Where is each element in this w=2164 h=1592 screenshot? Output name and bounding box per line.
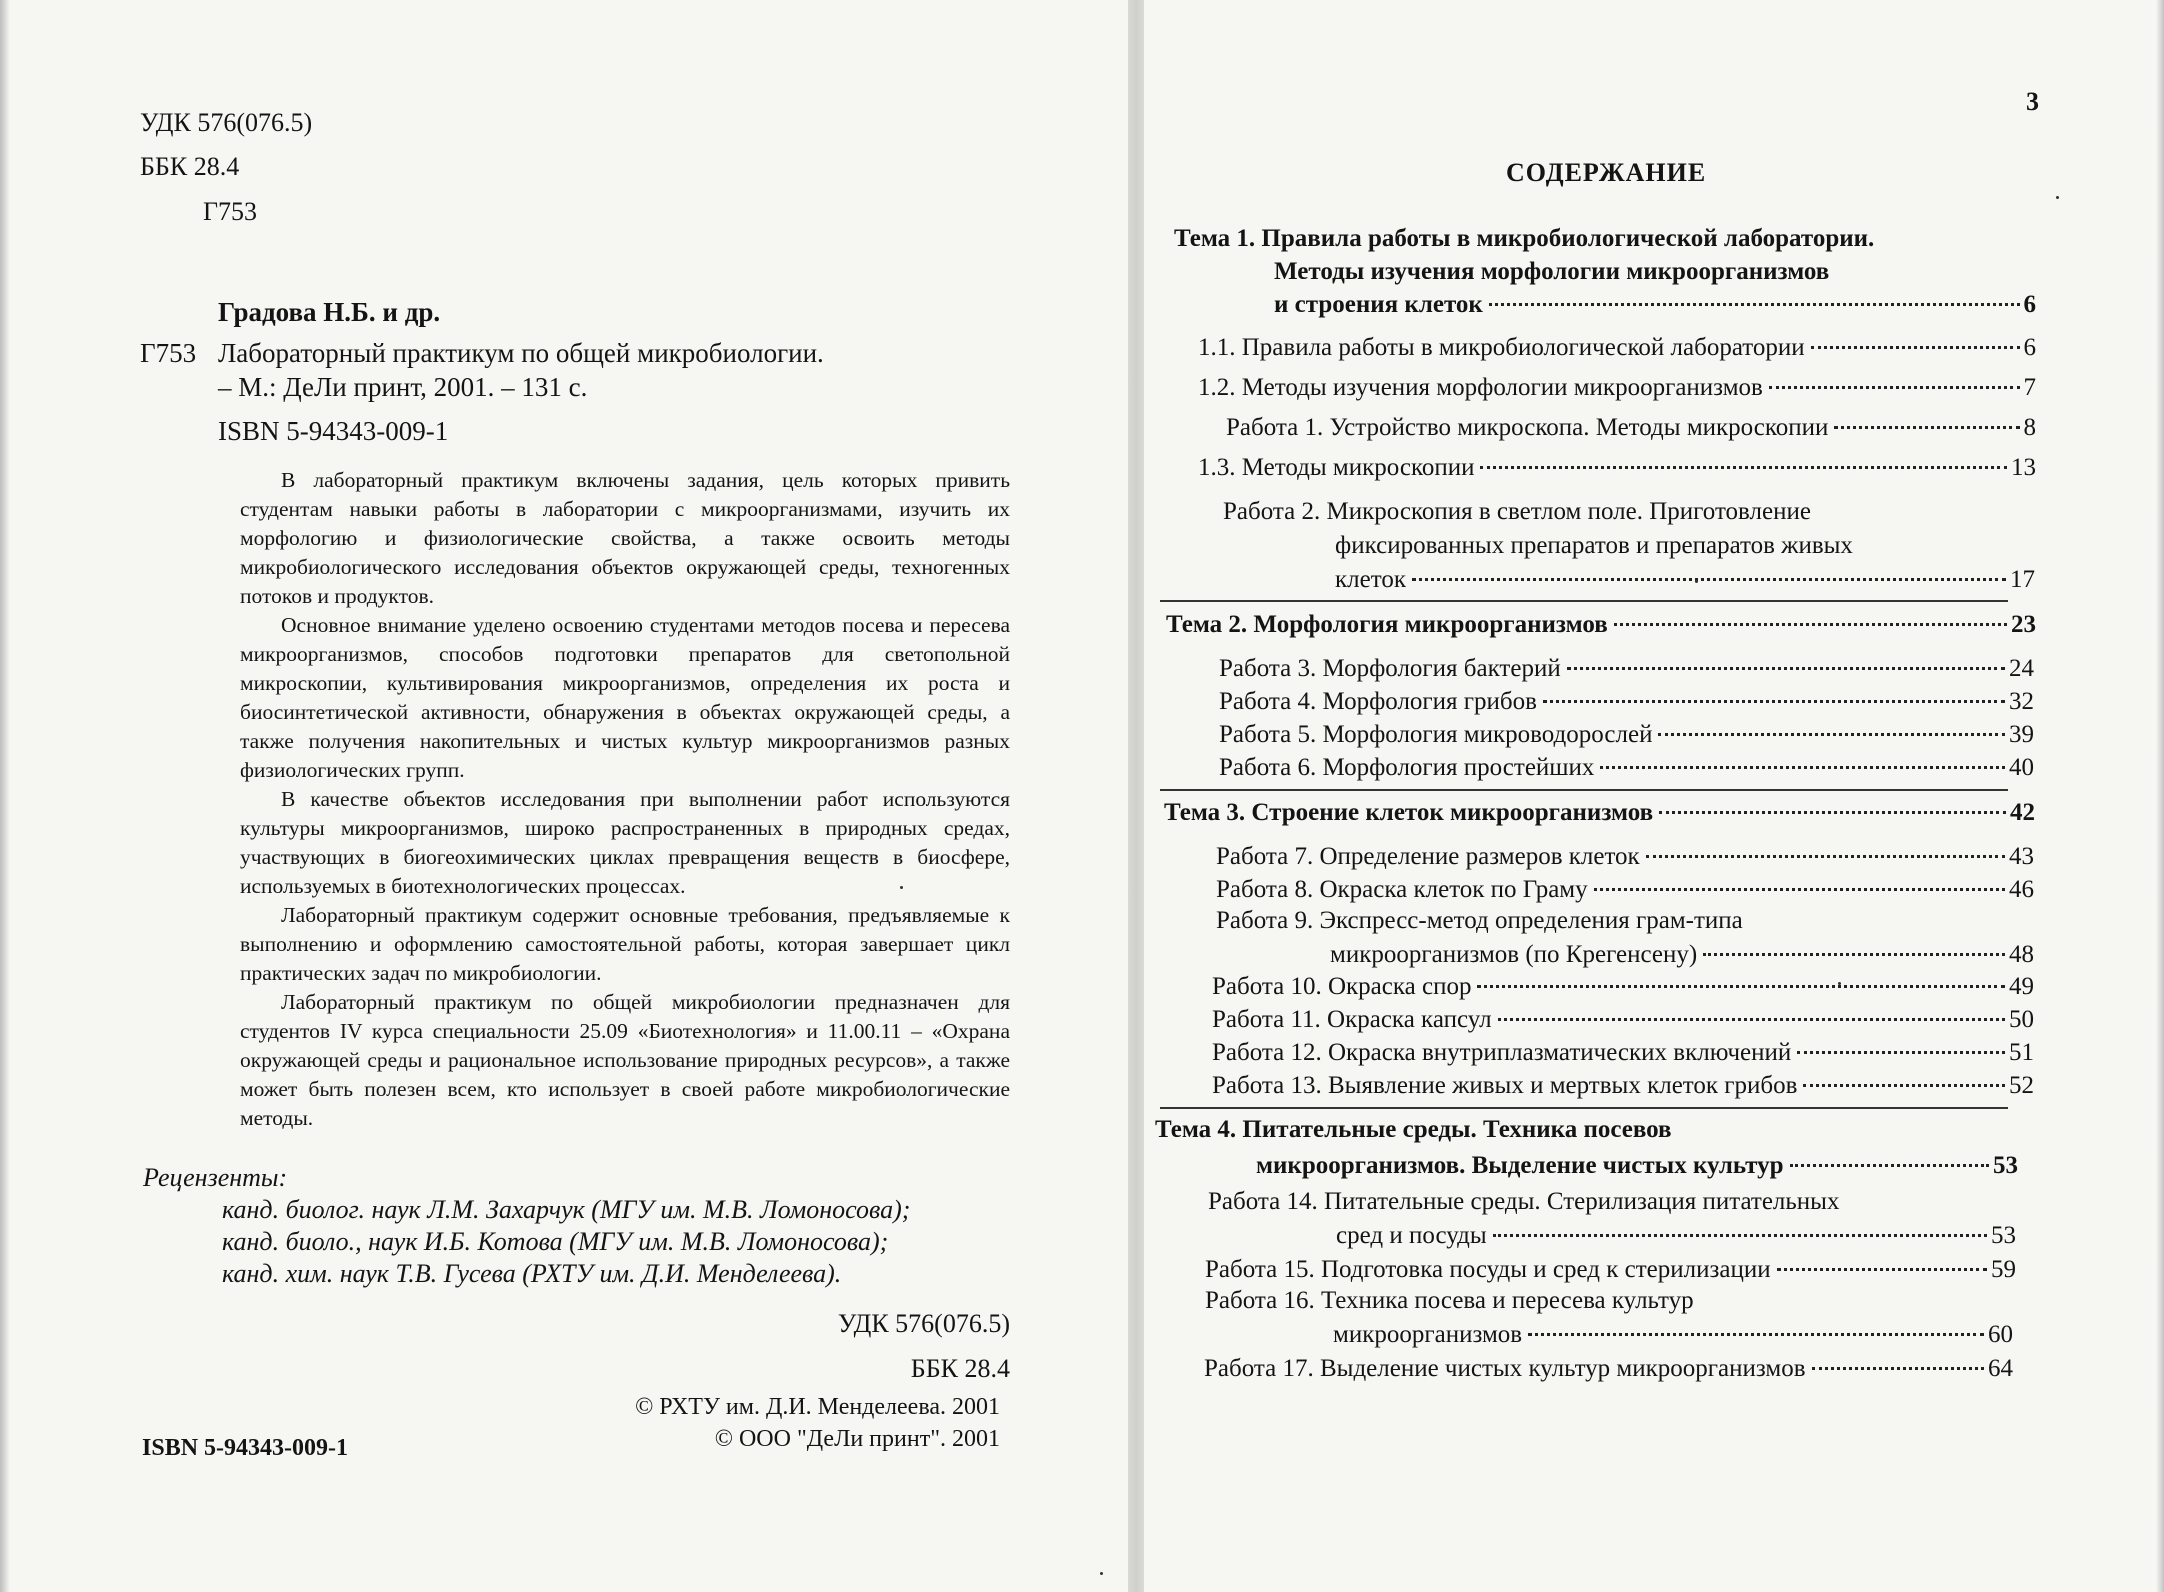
toc-page: 6 [2023,334,2036,361]
toc-work-5 [1219,721,2034,749]
toc-topic-1-line-3: и строения клеток [1274,291,1483,318]
dot-leader [1703,953,2005,956]
toc-title: СОДЕРЖАНИЕ [1506,158,1707,187]
dot-leader [1803,1084,2005,1087]
scan-speck [2056,196,2059,199]
dot-leader [1658,733,2005,736]
bbk-code: ББК 28.4 [140,152,240,181]
toc-work-13 [1212,1072,2034,1100]
toc-work-11 [1212,1006,2034,1034]
annotation-paragraph: Основное внимание уделено освоению студентами методов посева и пересева микроорганизмов, способов подготовки препаратов для светопольной микроскопии, культивирования микроорганизмов, определения их роста и биосинтетической активности, обнаружения в объектах окружающей среды, а также получения накопительных и чистых культур микроорганизмов разных физиологических групп. [240,613,1010,782]
dot-leader [1797,1051,2005,1054]
toc-section-1-1 [1198,334,2036,362]
bbk-repeat: ББК 28.4 [910,1354,1010,1383]
toc-page: 24 [2009,655,2034,682]
toc-label: Работа 10. Окраска спор [1212,973,1472,1000]
toc-work-8 [1216,876,2034,904]
toc-page: 17 [2010,566,2035,593]
toc-work-2-line-3: клеток [1335,566,1406,593]
dot-leader [1543,700,2005,703]
toc-label: Работа 12. Окраска внутриплазматических включений [1212,1039,1792,1066]
toc-work-7 [1216,843,2034,871]
toc-page: 43 [2009,843,2034,870]
toc-topic-1-line-2: Методы изучения морфологии микроорганизмов [1274,258,1830,285]
dot-leader [1528,1333,1984,1336]
publisher-entry: – М.: ДеЛи принт, 2001. – 131 с. [218,372,588,402]
scan-speck [1695,580,1698,583]
dot-leader [1567,667,2005,670]
toc-section-1-3 [1198,454,2036,482]
toc-page: 49 [2009,973,2034,1000]
entry-code: Г753 [140,338,197,368]
toc-label: Работа 1. Устройство микроскопа. Методы микроскопии [1226,414,1829,441]
reviewer-line: канд. биоло., наук И.Б. Котова (МГУ им. М.В. Ломоносова); [222,1227,889,1256]
toc-page: 13 [2011,454,2036,481]
udk-repeat: УДК 576(076.5) [837,1309,1010,1338]
toc-label: Работа 11. Окраска капсул [1212,1006,1492,1033]
dot-leader [1777,1268,1987,1271]
toc-topic-1 [1274,291,2036,319]
dot-leader [1489,303,2020,306]
dot-leader [1811,346,2020,349]
toc-label: Работа 4. Морфология грибов [1219,688,1537,715]
toc-label: 1.2. Методы изучения морфологии микроорганизмов [1198,374,1763,401]
toc-page: 32 [2009,688,2034,715]
toc-label: Работа 17. Выделение чистых культур микроорганизмов [1204,1355,1806,1382]
toc-page: 42 [2010,799,2035,826]
scan-speck [900,886,903,889]
toc-section-1-2 [1198,374,2036,402]
toc-work-4 [1219,688,2034,716]
scan-speck [1838,982,1841,985]
dot-leader [1614,623,2007,626]
toc-label: Работа 15. Подготовка посуды и сред к стерилизации [1205,1256,1771,1283]
toc-work-9-line-1: Работа 9. Экспресс-метод определения грам-типа [1216,907,1743,934]
dot-leader [1412,578,2006,581]
toc-page: 53 [1993,1152,2018,1179]
toc-work-6 [1219,754,2034,782]
toc-topic-2 [1166,611,2036,639]
separator-rule [1160,600,2008,602]
toc-topic-4-line-1: Тема 4. Питательные среды. Техника посевов [1155,1116,1672,1143]
toc-topic-4-line-2: микроорганизмов. Выделение чистых культур [1256,1152,1784,1179]
toc-page: 8 [2023,414,2036,441]
toc-work-16-line-2: микроорганизмов [1333,1321,1523,1348]
reviewers-heading: Рецензенты: [143,1163,288,1192]
toc-page: 51 [2009,1039,2034,1066]
toc-topic-4 [1256,1152,2018,1180]
dot-leader [1600,766,2005,769]
index-code: Г753 [203,197,258,226]
toc-work-2 [1335,566,2035,594]
toc-page: 64 [1988,1355,2013,1382]
toc-topic-1-line-1: Тема 1. Правила работы в микробиологической лаборатории. [1174,225,1875,252]
dot-leader [1480,466,2007,469]
scan-speck [1100,1572,1103,1575]
toc-label: 1.1. Правила работы в микробиологической лаборатории [1198,334,1805,361]
dot-leader [1769,386,2020,389]
annotation-paragraph: Лабораторный практикум по общей микробиологии предназначен для студентов IV курса специальности 25.09 «Биотехнология» и 11.00.11 – «Охрана окружающей среды и рациональное использование природных ресурсов», а также может быть полезен всем, кто использует в своей работе микробиологические методы. [240,990,1010,1130]
toc-label: Работа 6. Морфология простейших [1219,754,1595,781]
toc-page: 48 [2009,941,2034,968]
dot-leader [1834,426,2019,429]
right-page-edge [2156,0,2164,1592]
toc-work-16-line-1: Работа 16. Техника посева и пересева культур [1205,1287,1694,1314]
annotation-paragraph: В лабораторный практикум включены задания, цель которых привить студентам навыки работы в лаборатории с микроорганизмами, изучить их морфологию и физиологические свойства, а также освоить методы микробиологического исследования объектов окружающей среды, техногенных потоков и продуктов. [240,468,1010,608]
annotation-paragraph: Лабораторный практикум содержит основные требования, предъявляемые к выполнению и оформлению самостоятельной работы, которая завершает цикл практических задач по микробиологии. [240,903,1010,985]
toc-label: Тема 3. Строение клеток микроорганизмов [1164,799,1654,826]
toc-page: 52 [2009,1072,2034,1099]
isbn: ISBN 5-94343-009-1 [218,416,449,446]
toc-page: 40 [2009,754,2034,781]
toc-work-9 [1330,941,2034,969]
dot-leader [1493,1234,1987,1237]
toc-work-14-line-2: сред и посуды [1336,1222,1487,1249]
separator-rule [1160,789,2008,791]
toc-label: 1.3. Методы микроскопии [1198,454,1475,481]
toc-work-2-line-1: Работа 2. Микроскопия в светлом поле. Приготовление [1223,498,1811,525]
reviewer-line: канд. хим. наук Т.В. Гусева (РХТУ им. Д.И. Менделеева). [222,1259,842,1288]
toc-page: 50 [2009,1006,2034,1033]
toc-work-2-line-2: фиксированных препаратов и препаратов живых [1335,532,1853,559]
reviewer-line: канд. биолог. наук Л.М. Захарчук (МГУ им. М.В. Ломоносова); [222,1195,911,1224]
toc-work-14-line-1: Работа 14. Питательные среды. Стерилизация питательных [1208,1188,1840,1215]
toc-page: 53 [1991,1222,2016,1249]
isbn-bottom: ISBN 5-94343-009-1 [142,1435,349,1461]
page-number: 3 [2026,87,2039,116]
toc-page: 6 [2023,291,2036,318]
separator-rule [1160,1107,2008,1109]
toc-label: Работа 13. Выявление живых и мертвых клеток грибов [1212,1072,1798,1099]
toc-work-12 [1212,1039,2034,1067]
toc-page: 60 [1988,1321,2013,1348]
toc-page: 23 [2011,611,2036,638]
toc-page: 39 [2009,721,2034,748]
toc-work-10 [1212,973,2034,1001]
dot-leader [1659,811,2006,814]
annotation [240,466,1010,1133]
udk-code: УДК 576(076.5) [140,108,313,137]
dot-leader [1498,1018,2005,1021]
dot-leader [1812,1367,1984,1370]
book-title-entry: Лабораторный практикум по общей микробиологии. [218,338,824,368]
toc-work-3 [1219,655,2034,683]
toc-label: Тема 2. Морфология микроорганизмов [1166,611,1608,638]
toc-page: 7 [2023,374,2036,401]
annotation-paragraph: В качестве объектов исследования при выполнении работ используются культуры микроорганизмов, широко распространенных в природных средах, участвующих в биогеохимических циклах превращения веществ в биосфере, используемых в биотехнологических процессах. [240,787,1010,898]
dot-leader [1790,1164,1989,1167]
toc-label: Работа 7. Определение размеров клеток [1216,843,1640,870]
toc-work-9-line-2: микроорганизмов (по Крегенсену) [1330,941,1698,968]
copyright-publisher: © ООО "ДеЛи принт". 2001 [714,1426,1000,1452]
toc-label: Работа 8. Окраска клеток по Граму [1216,876,1588,903]
toc-topic-3 [1164,799,2035,827]
toc-work-1 [1226,414,2036,442]
author-name: Градова Н.Б. и др. [218,297,441,327]
toc-work-17 [1204,1355,2013,1383]
toc-label: Работа 3. Морфология бактерий [1219,655,1561,682]
toc-page: 59 [1991,1256,2016,1283]
toc-work-16 [1333,1321,2013,1349]
toc-label: Работа 5. Морфология микроводорослей [1219,721,1653,748]
book-gutter [1128,0,1144,1592]
dot-leader [1594,888,2005,891]
toc-work-14 [1336,1222,2016,1250]
left-page-edge [0,0,10,1592]
dot-leader [1646,855,2005,858]
toc-page: 46 [2009,876,2034,903]
toc-work-15 [1205,1256,2016,1284]
copyright-rhtu: © РХТУ им. Д.И. Менделеева. 2001 [635,1394,1000,1420]
dot-leader [1477,985,2005,988]
